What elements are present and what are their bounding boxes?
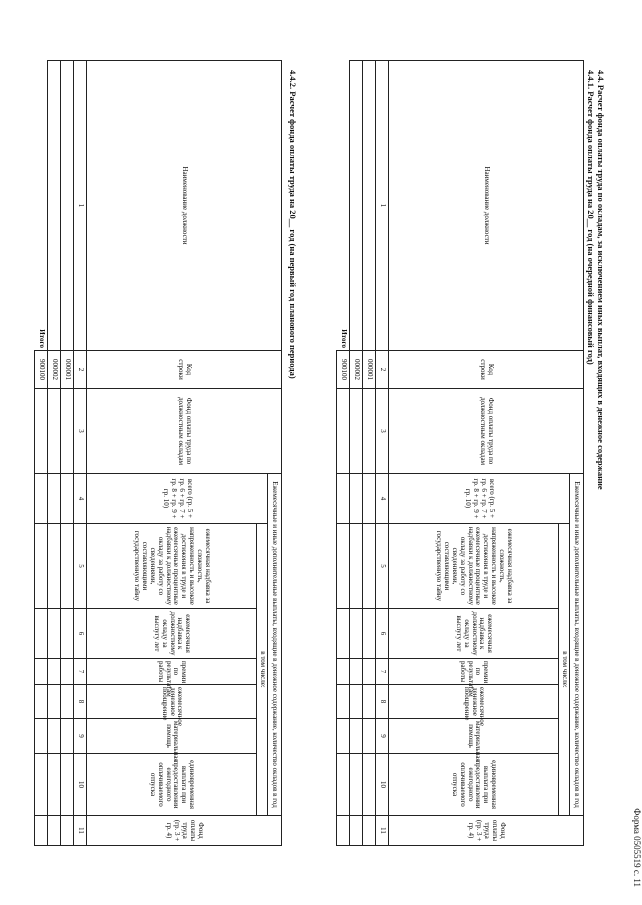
header-total: всего (гр. 5 + гр. 6 + гр. 7 + гр. 8 + гр. 9 + гр. 10) [87,474,268,524]
col-number: 2 [74,351,87,389]
table-row [363,61,376,846]
table-row [48,61,61,846]
cell-position[interactable] [350,61,363,351]
header-c7: премии по результатам работы [389,659,559,685]
row-code: 000001 [363,351,376,389]
header-c6: ежемесячная надбавка к должностному окладу за выслугу лет [389,609,559,659]
subsection-heading-2: 4.4.2. Расчет фонда оплаты труда на 20__ год (на первый год планового периода) [288,70,298,379]
header-position: Наименование должности [389,61,584,351]
header-wage-fund: Фонд оплаты труда (гр. 3 + гр. 4) [87,816,282,846]
col-number: 10 [74,754,87,816]
form-reference: Форма 0505519 с. 11 [632,808,642,887]
col-number: 3 [74,389,87,474]
header-c10: единовременная выплата при предоставлении ежегодного оплачиваемого отпуска [87,754,257,816]
row-code: 000002 [350,351,363,389]
col-number: 1 [74,61,87,351]
subsection-heading-1: 4.4.1. Расчет фонда оплаты труда на 20__ год (на очередной финансовый год) [586,70,596,365]
header-fund-salary: Фонд оплаты труда по должностным окладам [389,389,584,474]
cell-position[interactable] [61,61,74,351]
total-code: 900100 [337,351,350,389]
col-number: 9 [376,719,389,754]
salary-table-2 [34,60,282,846]
col-number: 11 [74,816,87,846]
col-number: 10 [376,754,389,816]
header-c5: ежемесячная надбавка за сложность, напряженность и высокие достижения в труде и ежемесячные процентные надбавки к должностному окладу за работу со сведениями, составляющими государственную тайну [87,524,257,609]
header-wage-fund: Фонд оплаты труда (гр. 3 + гр. 4) [389,816,584,846]
col-number: 6 [376,609,389,659]
col-number: 9 [74,719,87,754]
total-row [337,61,350,846]
col-number: 6 [74,609,87,659]
table-row [61,61,74,846]
col-number: 8 [376,685,389,719]
col-number: 3 [376,389,389,474]
cell-position[interactable] [363,61,376,351]
header-code: Код строки [389,351,584,389]
col-number: 11 [376,816,389,846]
col-number: 1 [376,61,389,351]
total-code: 900100 [35,351,48,389]
header-incl: в том числе: [559,524,570,816]
row-code: 000001 [61,351,74,389]
header-other-payments: Ежемесячные и иные дополнительные выплаты, входящие в денежное содержание, количество окладов в год [268,474,282,816]
row-code: 000002 [48,351,61,389]
section-heading: 4.4. Расчет фонда оплаты труда по окладам, за исключением иных выплат, входящих в денежное содержание [596,70,606,490]
total-row [35,61,48,846]
total-label: Итого [37,329,46,348]
col-number: 7 [74,659,87,685]
header-c9: материальная помощь [87,719,257,754]
col-number: 5 [376,524,389,609]
header-c6: ежемесячная надбавка к должностному окладу за выслугу лет [87,609,257,659]
header-total: всего (гр. 5 + гр. 6 + гр. 7 + гр. 8 + гр. 9 + гр. 10) [389,474,570,524]
header-position: Наименование должности [87,61,282,351]
col-number: 5 [74,524,87,609]
col-number: 7 [376,659,389,685]
table-row [350,61,363,846]
header-code: Код строки [87,351,282,389]
header-c8: ежемесячное денежное поощрение [389,685,559,719]
header-c5: ежемесячная надбавка за сложность, напряженность и высокие достижения в труде и ежемесячные процентные надбавки к должностному окладу за работу со сведениями, составляющими государственную тайну [389,524,559,609]
header-c7: премии по результатам работы [87,659,257,685]
col-number: 4 [376,474,389,524]
header-other-payments: Ежемесячные и иные дополнительные выплаты, входящие в денежное содержание, количество окладов в год [570,474,584,816]
total-label: Итого [339,329,348,348]
salary-table-1 [336,60,584,846]
header-fund-salary: Фонд оплаты труда по должностным окладам [87,389,282,474]
header-c9: материальная помощь [389,719,559,754]
header-c10: единовременная выплата при предоставлении ежегодного оплачиваемого отпуска [389,754,559,816]
col-number: 2 [376,351,389,389]
col-number: 4 [74,474,87,524]
header-c8: ежемесячное денежное поощрение [87,685,257,719]
cell-position[interactable] [48,61,61,351]
col-number: 8 [74,685,87,719]
header-incl: в том числе: [257,524,268,816]
